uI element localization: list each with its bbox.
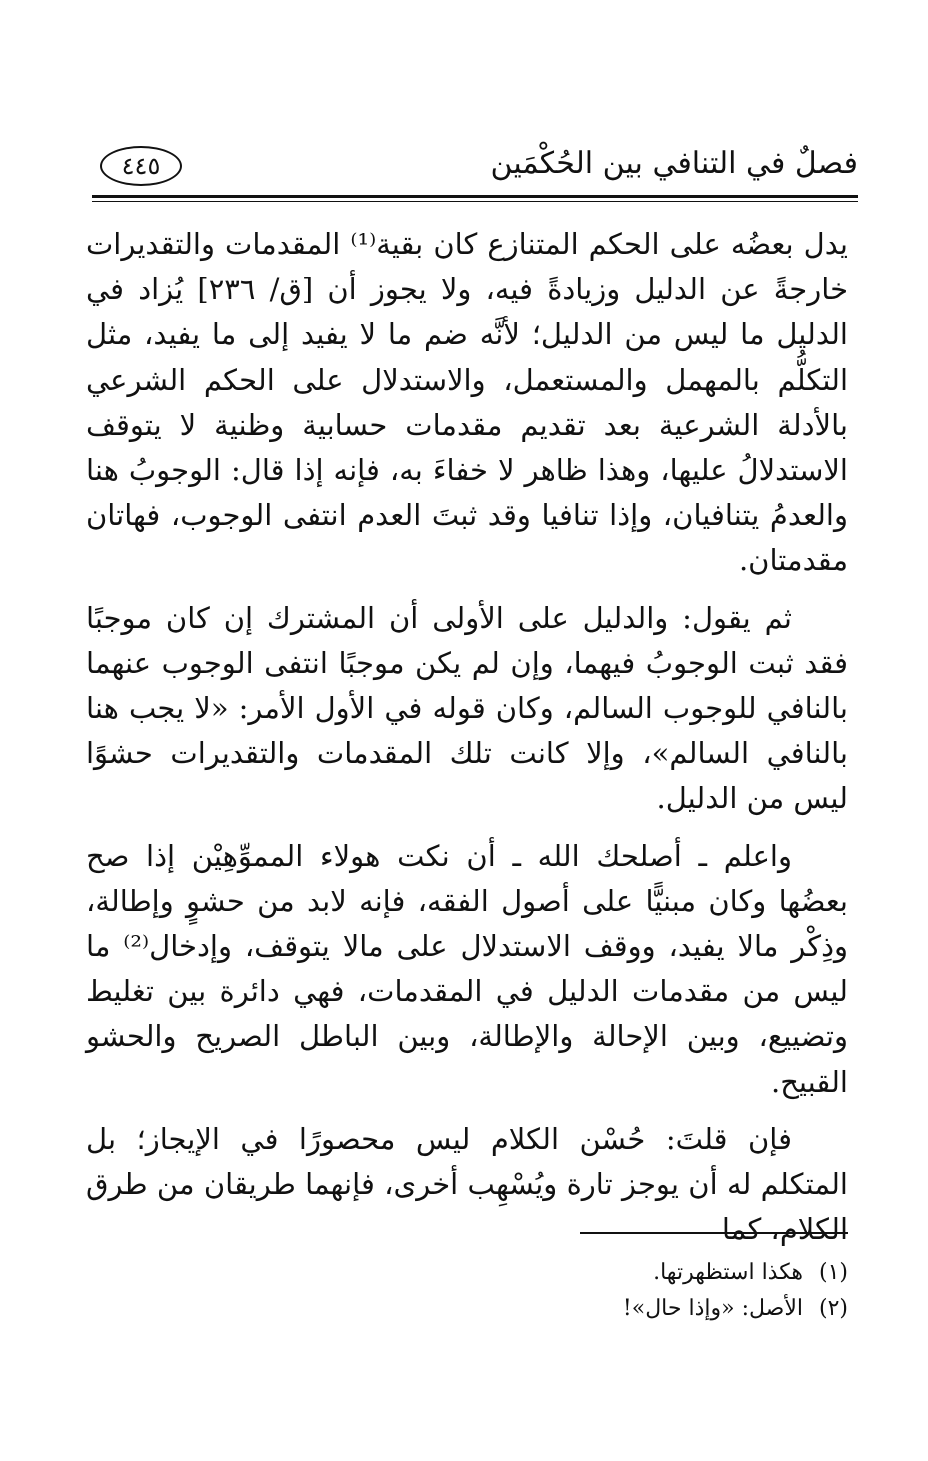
footnote-text: هكذا استظهرتها. bbox=[653, 1260, 803, 1285]
page-number: ٤٤٥ bbox=[100, 146, 182, 186]
footnote-2 bbox=[86, 1291, 848, 1327]
page-header bbox=[92, 140, 858, 192]
paragraph: يدل بعضُه على الحكم المتنازع كان بقية⁽¹⁾ المقدمات والتقديرات خارجةً عن الدليل وزيادةً فيه، ولا يجوز أن [ق/ ٢٣٦] يُزاد في الدليل ما ليس من الدليل؛ لأنَّه ضم ما لا يفيد إلى ما يفيد، مثل التكلُّم بالمهمل والمستعمل، والاستدلال على الحكم الشرعي بالأدلة الشرعية بعد تقديم مقدمات حسابية وظنية لا يتوقف الاستدلالُ عليها، وهذا ظاهر لا خفاءَ به، فإنه إذا قال: الوجوبُ هنا والعدمُ يتنافيان، وإذا تنافيا وقد ثبتَ العدم انتفى الوجوب، فهاتان مقدمتان. bbox=[86, 227, 848, 578]
paragraph: ثم يقول: والدليل على الأولى أن المشترك إن كان موجبًا فقد ثبت الوجوبُ فيهما، وإن لم يكن موجبًا انتفى الوجوب عنهما بالنافي للوجوب السالم، وكان قوله في الأول الأمر: «لا يجب هنا بالنافي السالم»، وإلا كانت تلك المقدمات والتقديرات حشوًا ليس من الدليل. bbox=[86, 600, 848, 816]
footnote-1 bbox=[86, 1255, 848, 1291]
footnote-text: الأصل: «وإذا حال»! bbox=[622, 1296, 803, 1321]
footnotes bbox=[86, 1255, 848, 1327]
paragraph: فإن قلتَ: حُسْن الكلام ليس محصورًا في الإيجاز؛ بل المتكلم له أن يوجز تارة ويُسْهِب أخرى، فإنهما طريقان من طرق الكلام، كما bbox=[86, 1121, 848, 1247]
running-title: فصلٌ في التنافي بين الحُكْمَين bbox=[490, 146, 858, 181]
body-text bbox=[86, 222, 848, 1252]
footnote-number: (١) bbox=[818, 1260, 848, 1285]
header-rule-thick bbox=[92, 195, 858, 198]
footnote-separator bbox=[580, 1232, 848, 1234]
paragraph: واعلم ـ أصلحك الله ـ أن نكت هولاء المموِّهِيْن إذا صح بعضُها وكان مبنيًّا على أصول الفقه، فإنه لابد من حشوٍ وإطالة، وذِكْر مالا يفيد، ووقف الاستدلال على مالا يتوقف، وإدخال⁽²⁾ ما ليس من مقدمات الدليل في المقدمات، فهي دائرة بين تغليط وتضييع، وبين الإحالة والإطالة، وبين الباطل الصريح والحشو القبيح. bbox=[86, 838, 848, 1099]
header-rule-thin bbox=[92, 201, 858, 202]
footnote-number: (٢) bbox=[818, 1296, 848, 1321]
